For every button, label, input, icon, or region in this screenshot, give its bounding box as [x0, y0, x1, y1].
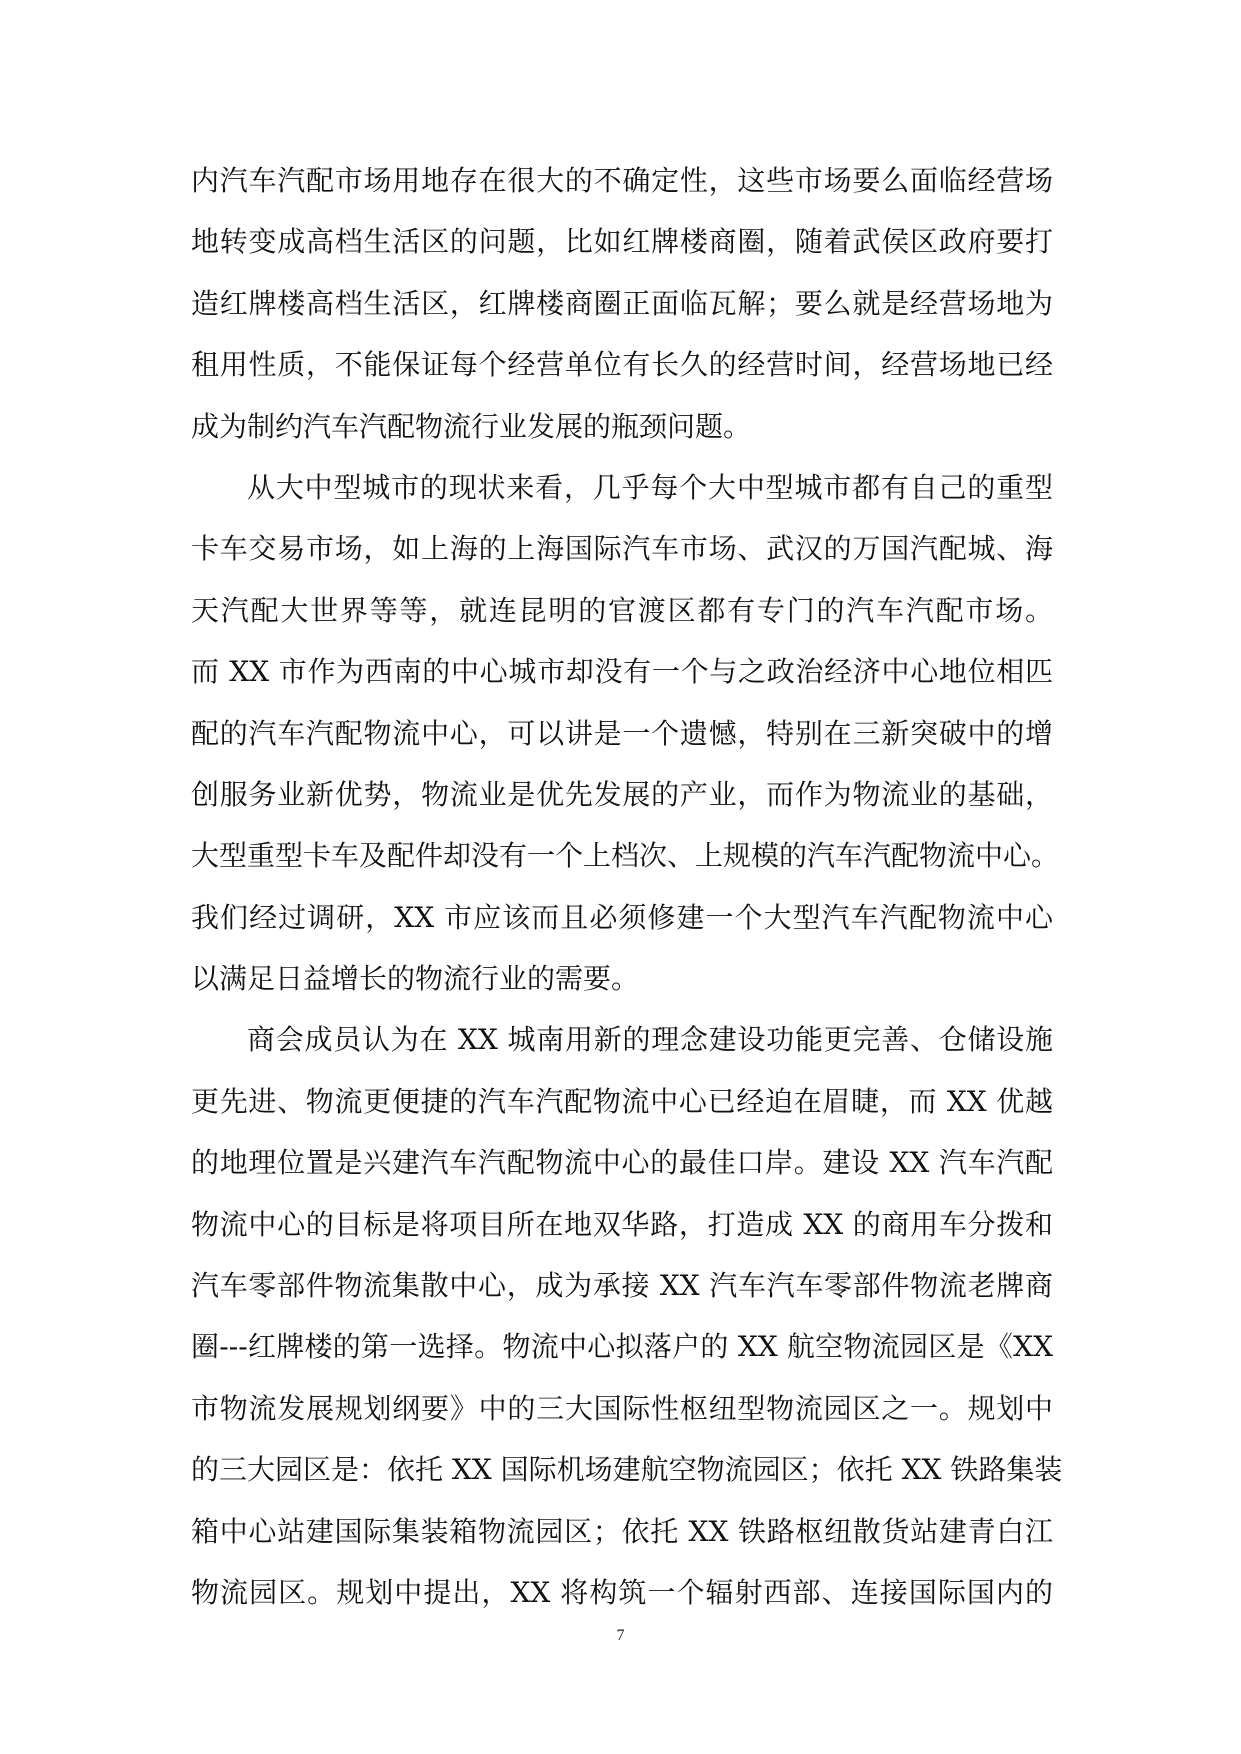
text-line: 商会成员认为在 XX 城南用新的理念建设功能更完善、仓储设施 [247, 1023, 1053, 1057]
text-line: 租用性质，不能保证每个经营单位有长久的经营时间，经营场地已经 [191, 348, 1053, 382]
text-line: 的三大园区是：依托 XX 国际机场建航空物流园区；依托 XX 铁路集装 [191, 1453, 1063, 1487]
paragraph [191, 457, 1060, 1010]
body-text [191, 150, 1063, 1623]
text-line: 而 XX 市作为西南的中心城市却没有一个与之政治经济中心地位相匹 [191, 655, 1053, 689]
text-line: 卡车交易市场，如上海的上海国际汽车市场、武汉的万国汽配城、海 [191, 532, 1053, 566]
text-line: 的地理位置是兴建汽车汽配物流中心的最佳口岸。建设 XX 汽车汽配 [191, 1146, 1053, 1180]
text-line: 更先进、物流更便捷的汽车汽配物流中心已经迫在眉睫，而 XX 优越 [191, 1084, 1053, 1118]
text-line: 市物流发展规划纲要》中的三大国际性枢纽型物流园区之一。规划中 [191, 1391, 1053, 1425]
text-line: 创服务业新优势，物流业是优先发展的产业，而作为物流业的基础， [191, 777, 1053, 811]
text-line: 圈---红牌楼的第一选择。物流中心拟落户的 XX 航空物流园区是《XX [191, 1330, 1053, 1364]
text-line: 物流中心的目标是将项目所在地双华路，打造成 XX 的商用车分拨和 [191, 1207, 1053, 1241]
text-line: 造红牌楼高档生活区，红牌楼商圈正面临瓦解；要么就是经营场地为 [191, 286, 1053, 320]
text-line: 以满足日益增长的物流行业的需要。 [191, 962, 640, 996]
text-line: 物流园区。规划中提出，XX 将构筑一个辐射西部、连接国际国内的 [191, 1575, 1053, 1609]
text-line: 地转变成高档生活区的问题，比如红牌楼商圈，随着武侯区政府要打 [191, 225, 1053, 259]
text-line: 从大中型城市的现状来看，几乎每个大中型城市都有自己的重型 [247, 470, 1053, 504]
text-line: 成为制约汽车汽配物流行业发展的瓶颈问题。 [191, 409, 752, 443]
text-line: 天汽配大世界等等，就连昆明的官渡区都有专门的汽车汽配市场。 [191, 593, 1053, 627]
text-line: 内汽车汽配市场用地存在很大的不确定性，这些市场要么面临经营场 [191, 164, 1053, 197]
text-line: 大型重型卡车及配件却没有一个上档次、上规模的汽车汽配物流中心。 [191, 839, 1060, 873]
text-line: 箱中心站建国际集装箱物流园区；依托 XX 铁路枢纽散货站建青白江 [191, 1514, 1053, 1548]
paragraph [191, 150, 1053, 457]
paragraph [191, 1009, 1063, 1623]
text-line: 我们经过调研，XX 市应该而且必须修建一个大型汽车汽配物流中心 [191, 900, 1053, 934]
text-line: 汽车零部件物流集散中心，成为承接 XX 汽车汽车零部件物流老牌商 [191, 1269, 1053, 1303]
page-number: 7 [616, 1627, 625, 1644]
text-line: 配的汽车汽配物流中心，可以讲是一个遗憾，特别在三新突破中的增 [191, 716, 1053, 750]
